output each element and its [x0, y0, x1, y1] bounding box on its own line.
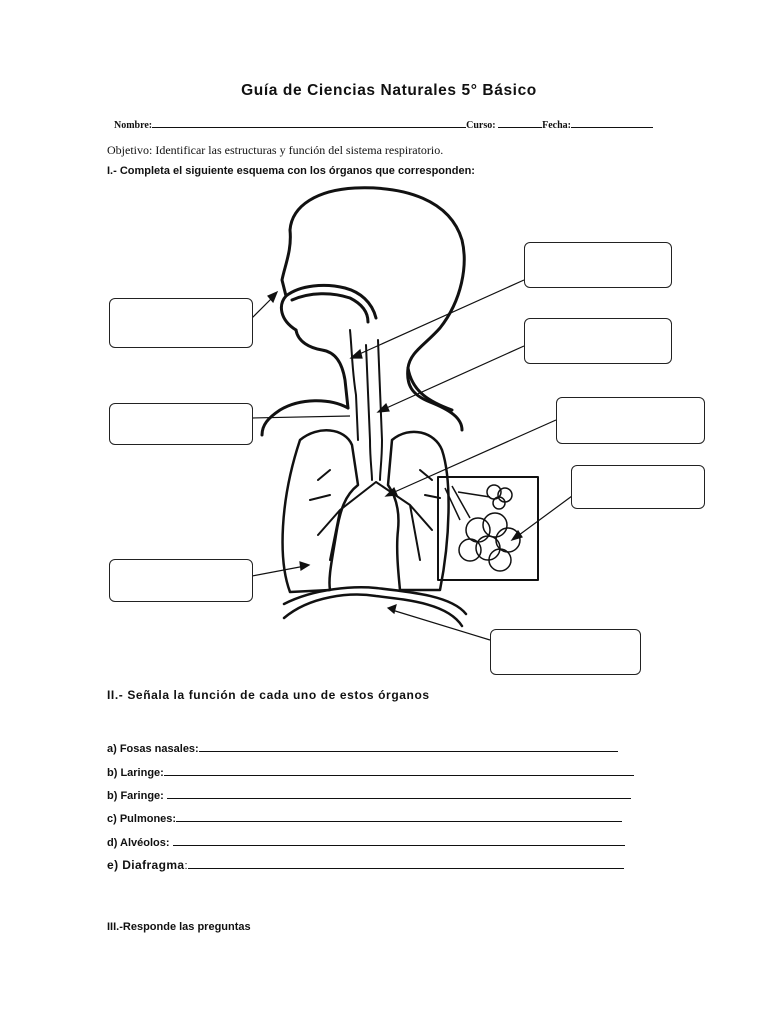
answer-field[interactable]	[173, 835, 625, 846]
alveoli-cluster	[445, 485, 520, 571]
question-line-faringe	[107, 788, 631, 802]
curso-field[interactable]	[498, 118, 542, 128]
label-box-nasal[interactable]	[109, 298, 253, 348]
question-line-alveolos	[107, 835, 625, 849]
question-label: c) Pulmones:	[107, 813, 177, 825]
objective-text: Objetivo: Identificar las estructuras y función del sistema respiratorio.	[107, 143, 444, 157]
page-title: Guía de Ciencias Naturales 5° Básico	[241, 82, 537, 99]
section-1-heading: I.- Completa el siguiente esquema con los órganos que corresponden:	[107, 165, 475, 177]
answer-field[interactable]	[176, 811, 622, 822]
student-info-line	[114, 118, 653, 131]
right-lung	[388, 432, 449, 590]
bronchi	[310, 470, 440, 560]
nombre-field[interactable]	[152, 118, 466, 128]
fecha-field[interactable]	[571, 118, 653, 128]
label-box-right-4[interactable]	[571, 465, 705, 509]
section-3-heading: III.-Responde las preguntas	[107, 921, 251, 933]
label-box-top-right[interactable]	[524, 242, 672, 288]
answer-field[interactable]	[164, 765, 634, 776]
fecha-label: Fecha:	[542, 120, 571, 131]
answer-field[interactable]	[199, 741, 618, 752]
question-line-diafragma	[107, 858, 624, 872]
diaphragm	[284, 595, 462, 626]
question-line-laringe	[107, 765, 634, 779]
question-colon: :	[184, 860, 188, 872]
answer-field[interactable]	[188, 858, 624, 869]
question-line-fosas	[107, 741, 618, 755]
label-box-bottom[interactable]	[490, 629, 641, 675]
question-label: e) Diafragma	[107, 858, 185, 872]
label-box-left-middle[interactable]	[109, 403, 253, 445]
label-box-right-2[interactable]	[524, 318, 672, 364]
label-box-right-3[interactable]	[556, 397, 705, 444]
pharynx	[350, 330, 358, 440]
question-line-pulmones	[107, 811, 622, 825]
question-label: b) Faringe:	[107, 790, 167, 802]
trachea-left	[366, 345, 372, 480]
question-label: b) Laringe:	[107, 767, 164, 779]
face-front	[296, 330, 348, 408]
question-label: a) Fosas nasales:	[107, 743, 199, 755]
question-label: d) Alvéolos:	[107, 837, 173, 849]
curso-label: Curso:	[466, 120, 496, 131]
nombre-label: Nombre:	[114, 120, 153, 131]
answer-field[interactable]	[167, 788, 631, 799]
label-box-left-bottom[interactable]	[109, 559, 253, 602]
alveoli-inset	[438, 477, 538, 580]
nasal-cavity	[286, 285, 376, 322]
section-2-heading: II.- Señala la función de cada uno de estos órganos	[107, 688, 430, 702]
